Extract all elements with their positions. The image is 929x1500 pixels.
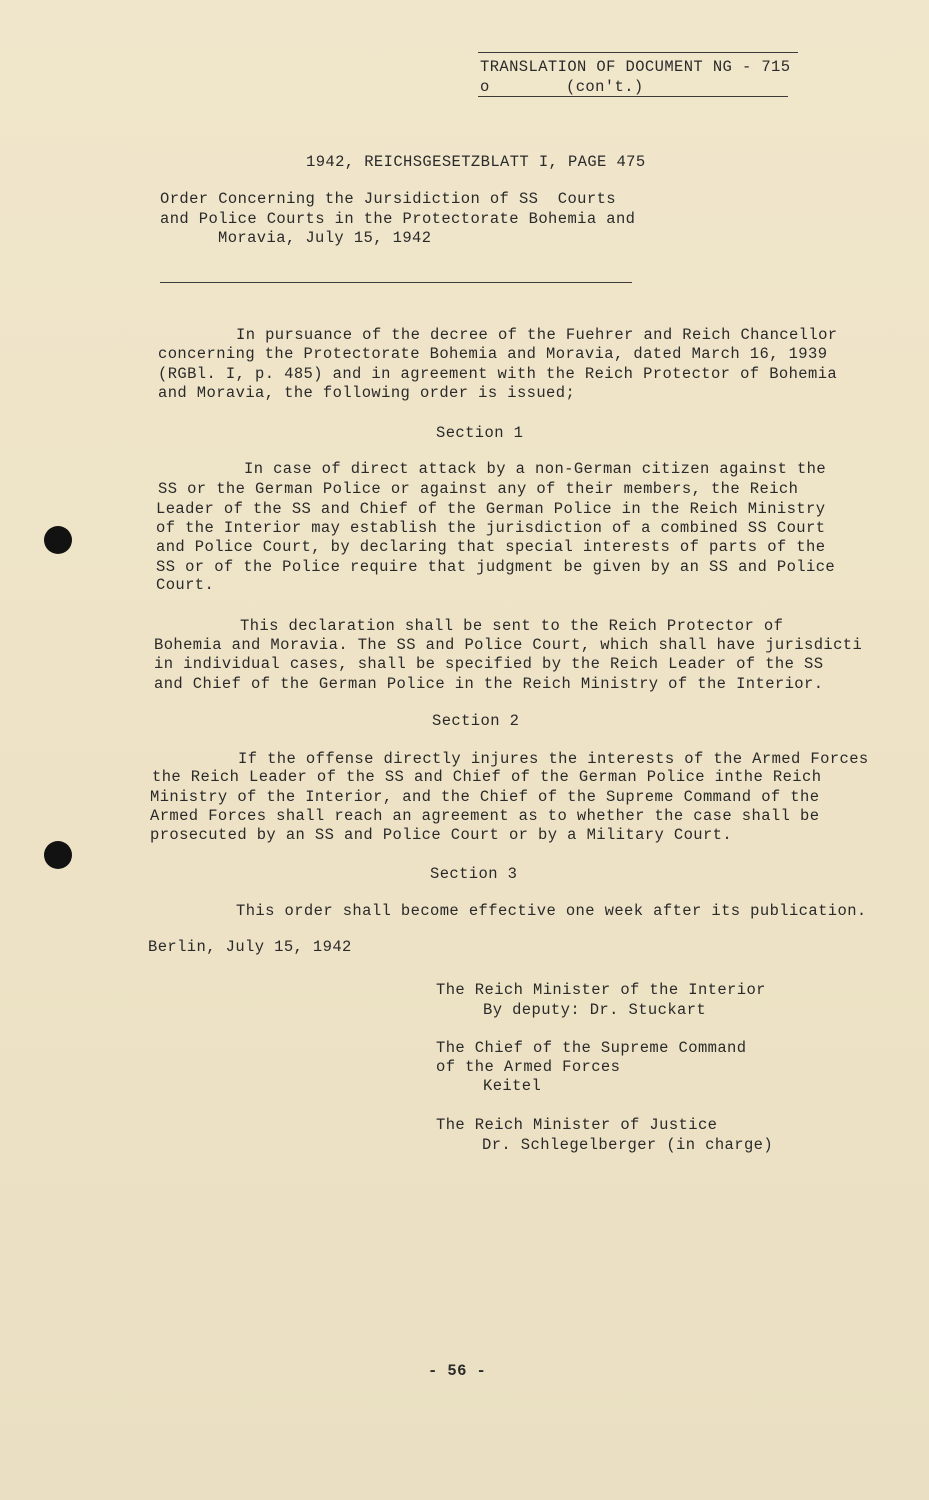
signature-command-name: Keitel: [483, 1077, 542, 1095]
section-2-line-4: Armed Forces shall reach an agreement as to whether the case shall be: [150, 807, 820, 825]
section-2-line-5: prosecuted by an SS and Police Court or by a Military Court.: [150, 826, 733, 844]
section-1-line-5: and Police Court, by declaring that special interests of parts of the: [156, 538, 826, 556]
section-1-line-4: of the Interior may establish the jurisdiction of a combined SS Court: [156, 519, 826, 537]
preamble-line-2: concerning the Protectorate Bohemia and Moravia, dated March 16, 1939: [158, 345, 828, 363]
section-2-line-1: If the offense directly injures the interests of the Armed Forces: [238, 750, 869, 768]
section-1-line-3: Leader of the SS and Chief of the German Police in the Reich Ministry: [156, 500, 826, 518]
section-2-line-2: the Reich Leader of the SS and Chief of the German Police inthe Reich: [152, 768, 822, 786]
header-continued: (con't.): [566, 78, 644, 96]
section-3-heading: Section 3: [430, 865, 518, 883]
citation: 1942, REICHSGESETZBLATT I, PAGE 475: [306, 153, 646, 171]
preamble-line-1: In pursuance of the decree of the Fuehrer and Reich Chancellor: [236, 326, 838, 344]
section-2-heading: Section 2: [432, 712, 520, 730]
title-line-3: Moravia, July 15, 1942: [218, 229, 432, 247]
section-1-heading: Section 1: [436, 424, 524, 442]
punch-hole-top: [44, 526, 72, 554]
header-marker: o: [480, 78, 490, 96]
header-document-id: TRANSLATION OF DOCUMENT NG - 715: [480, 58, 791, 76]
section-1-p2-line-1: This declaration shall be sent to the Reich Protector of: [240, 617, 784, 635]
title-line-2: and Police Courts in the Protectorate Bohemia and: [160, 210, 636, 228]
section-1-line-1: In case of direct attack by a non-German citizen against the: [244, 460, 827, 478]
section-3-text: This order shall become effective one week after its publication.: [236, 902, 867, 920]
section-1-p2-line-4: and Chief of the German Police in the Reich Ministry of the Interior.: [154, 675, 824, 693]
signature-command-title-2: of the Armed Forces: [436, 1058, 621, 1076]
section-1-line-6: SS or of the Police require that judgment be given by an SS and Police: [156, 558, 836, 576]
section-2-line-3: Ministry of the Interior, and the Chief of the Supreme Command of the: [150, 788, 820, 806]
section-1-line-2: SS or the German Police or against any of their members, the Reich: [158, 480, 799, 498]
signature-interior-title: The Reich Minister of the Interior: [436, 981, 766, 999]
section-1-p2-line-3: in individual cases, shall be specified by the Reich Leader of the SS: [154, 655, 824, 673]
signature-command-title-1: The Chief of the Supreme Command: [436, 1039, 747, 1057]
title-divider: [160, 282, 632, 283]
section-1-line-7: Court.: [156, 576, 215, 594]
punch-hole-bottom: [44, 841, 72, 869]
signature-justice-name: Dr. Schlegelberger (in charge): [482, 1136, 774, 1154]
signature-justice-title: The Reich Minister of Justice: [436, 1116, 718, 1134]
title-line-1: Order Concerning the Jursidiction of SS Courts: [160, 190, 616, 208]
header-top-rule: [478, 52, 798, 53]
signature-interior-name: By deputy: Dr. Stuckart: [483, 1001, 707, 1019]
preamble-line-4: and Moravia, the following order is issued;: [158, 384, 576, 402]
page-number: - 56 -: [428, 1362, 487, 1380]
preamble-line-3: (RGBl. I, p. 485) and in agreement with the Reich Protector of Bohemia: [158, 365, 838, 383]
section-1-p2-line-2: Bohemia and Moravia. The SS and Police Court, which shall have jurisdicti: [154, 636, 863, 654]
header-bottom-rule: [478, 96, 788, 97]
place-date: Berlin, July 15, 1942: [148, 938, 352, 956]
